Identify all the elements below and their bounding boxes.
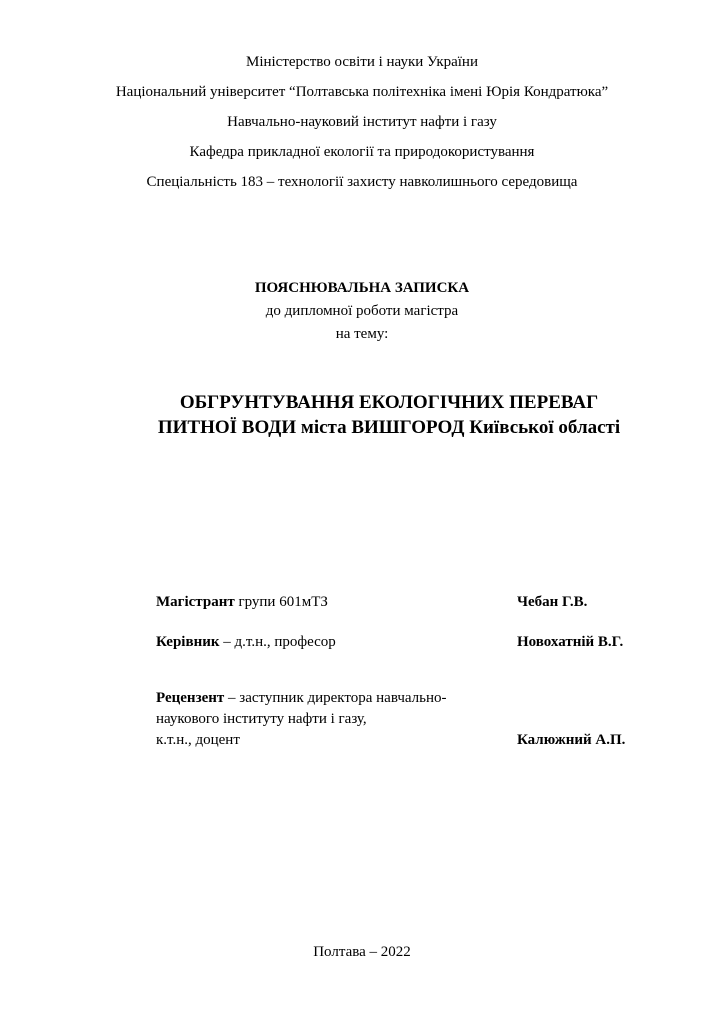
department-line: Кафедра прикладної екології та природокористування: [189, 144, 535, 160]
specialty-line: Спеціальність 183 – технології захисту навколишнього середовища: [146, 174, 578, 190]
supervisor-detail: – д.т.н., професор: [219, 634, 336, 650]
supervisor-role: Керівник: [156, 634, 220, 650]
reviewer-role: Рецензент: [156, 690, 225, 706]
topic-label: на тему:: [335, 326, 389, 342]
supervisor-info: [156, 633, 336, 651]
reviewer-name: Калюжний А.П.: [517, 732, 626, 748]
student-detail: групи 601мТЗ: [234, 594, 328, 610]
student-info: [156, 593, 328, 611]
university-line: Національний університет “Полтавська політехніка імені Юрія Кондратюка”: [115, 84, 609, 100]
thesis-title-line-1: ОБГРУНТУВАННЯ ЕКОЛОГІЧНИХ ПЕРЕВАГ: [179, 392, 599, 413]
supervisor-name: Новохатній В.Г.: [517, 634, 624, 650]
ministry-line: Міністерство освіти і науки України: [245, 54, 478, 70]
city-year: Полтава – 2022: [313, 944, 411, 960]
student-role: Магістрант: [156, 594, 235, 610]
reviewer-info-line-2: наукового інституту нафти і газу,: [156, 711, 367, 727]
reviewer-detail-1: – заступник директора навчально-: [224, 690, 447, 706]
reviewer-info-line-1: [156, 689, 447, 707]
thesis-title-line-2: ПИТНОЇ ВОДИ міста ВИШГОРОД Київської області: [157, 417, 621, 438]
reviewer-info-line-3: к.т.н., доцент: [156, 732, 240, 748]
note-subheading: до дипломної роботи магістра: [265, 303, 459, 319]
student-name: Чебан Г.В.: [517, 594, 588, 610]
note-heading: ПОЯСНЮВАЛЬНА ЗАПИСКА: [254, 280, 470, 296]
institute-line: Навчально-науковий інститут нафти і газу: [227, 114, 497, 130]
